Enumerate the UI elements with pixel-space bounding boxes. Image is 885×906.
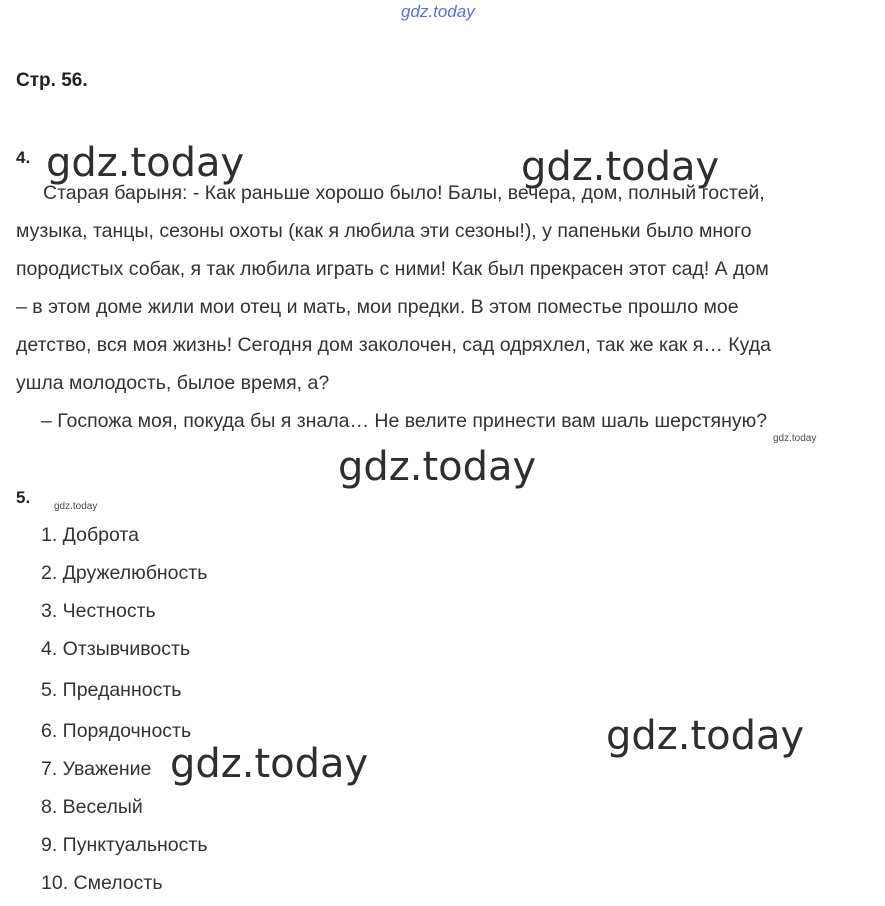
watermark-small: gdz.today — [773, 433, 817, 444]
list-item: 9. Пунктуальность — [41, 834, 208, 856]
watermark-large: gdz.today — [46, 140, 245, 186]
watermark-large: gdz.today — [606, 713, 805, 759]
section-4-line-6: ушла молодость, былое время, а? — [16, 372, 330, 394]
watermark-large: gdz.today — [338, 444, 537, 490]
section-4-line-5: детство, вся моя жизнь! Сегодня дом заколочен, сад одряхлел, так же как я… Куда — [16, 334, 771, 356]
list-item: 6. Порядочность — [41, 720, 192, 742]
section-4-line-3: породистых собак, я так любила играть с ними! Как был прекрасен этот сад! А дом — [16, 258, 769, 280]
watermark-top: gdz.today — [401, 2, 475, 21]
list-item: 5. Преданность — [41, 679, 182, 701]
section-4-line-1: Старая барыня: - Как раньше хорошо было! Балы, вечера, дом, полный гостей, — [43, 182, 765, 204]
section-4-number: 4. — [16, 148, 31, 167]
watermark-small: gdz.today — [54, 501, 98, 512]
section-4-line-4: – в этом доме жили мои отец и мать, мои предки. В этом поместье прошло мое — [16, 296, 739, 318]
section-4-line-7: – Госпожа моя, покуда бы я знала… Не велите принести вам шаль шерстяную? — [41, 410, 768, 432]
page-heading: Стр. 56. — [16, 70, 88, 91]
section-4-line-2: музыка, танцы, сезоны охоты (как я любила эти сезоны!), у папеньки было много — [16, 220, 752, 242]
list-item: 3. Честность — [41, 600, 156, 622]
list-item: 1. Доброта — [41, 524, 139, 546]
list-item: 8. Веселый — [41, 796, 143, 818]
list-item: 10. Смелость — [41, 872, 163, 894]
list-item: 7. Уважение — [41, 758, 152, 780]
section-5-number: 5. — [16, 488, 31, 507]
list-item: 2. Дружелюбность — [41, 562, 208, 584]
list-item: 4. Отзывчивость — [41, 638, 191, 660]
watermark-large: gdz.today — [170, 741, 369, 787]
watermark-large: gdz.today — [521, 144, 720, 190]
